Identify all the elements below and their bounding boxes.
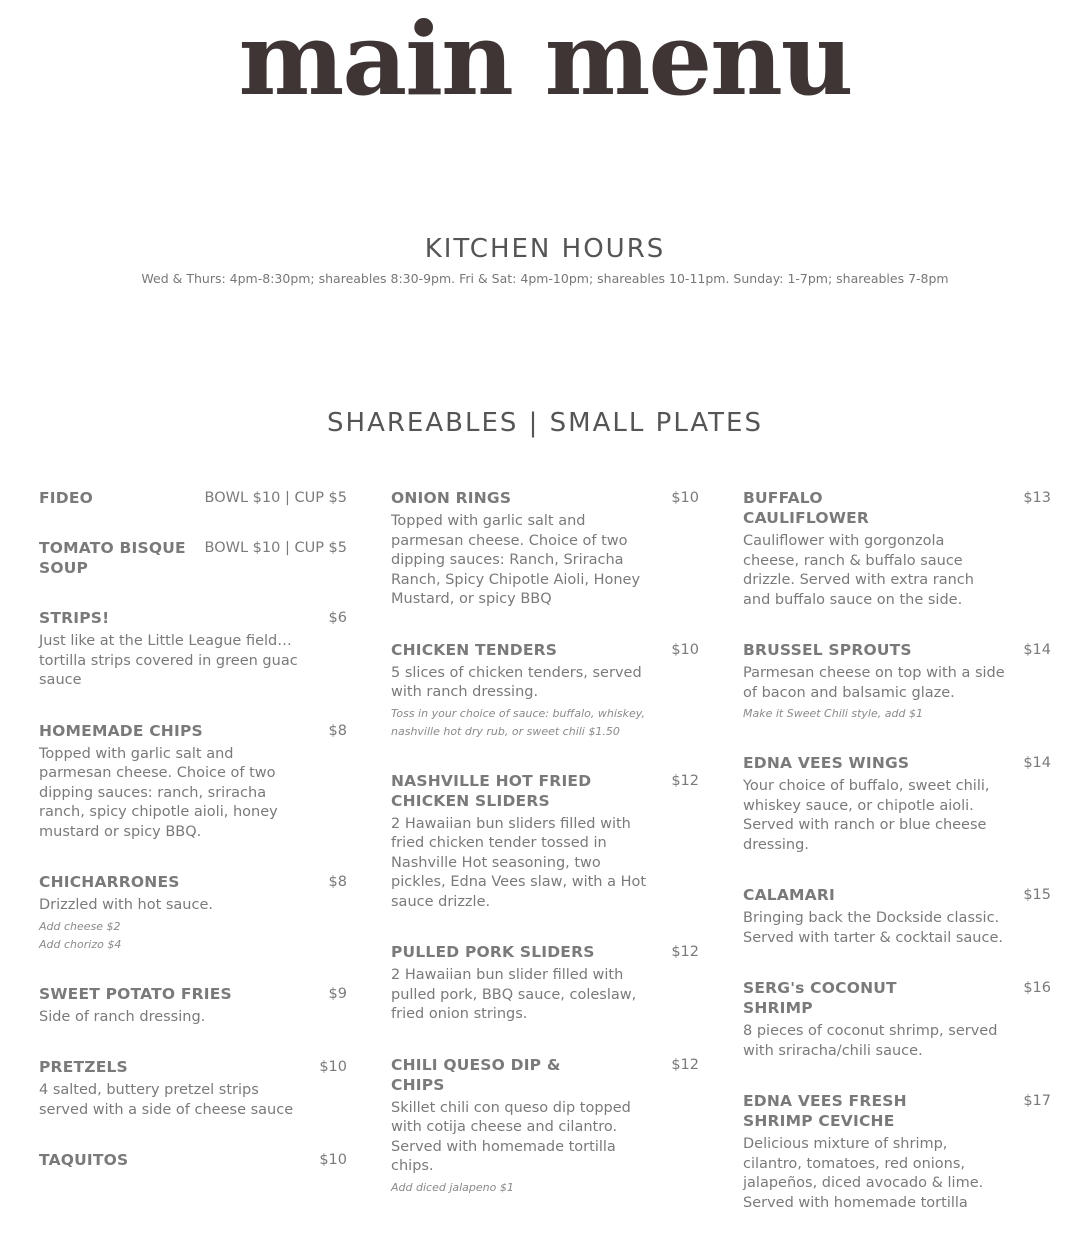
menu-item xyxy=(391,640,699,741)
menu-item xyxy=(743,978,1051,1061)
menu-item-description: Topped with garlic salt and parmesan cheese. Choice of two dipping sauces: ranch, sriracha ranch, spicy chipotle aioli, honey mustard or spicy BBQ. xyxy=(39,745,278,840)
menu-item-price: $6 xyxy=(328,610,347,626)
menu-item-description: Parmesan cheese on top with a side of bacon and balsamic glaze. xyxy=(743,665,1005,701)
menu-item xyxy=(39,1057,347,1120)
menu-item-addon-note: Add chorizo $4 xyxy=(39,937,122,951)
menu-item-name: NASHVILLE HOT FRIED CHICKEN SLIDERS xyxy=(391,771,592,810)
menu-item xyxy=(743,640,1051,723)
menu-item xyxy=(391,942,699,1025)
menu-item-name: CHICKEN TENDERS xyxy=(391,640,558,659)
menu-item-name: TOMATO BISQUE SOUP xyxy=(39,539,186,577)
menu-item-header xyxy=(39,1150,347,1170)
menu-column-1 xyxy=(39,488,347,1200)
menu-item-name: EDNA VEES WINGS xyxy=(743,754,910,772)
menu-item-description: 8 pieces of coconut shrimp, served with sriracha/chili sauce. xyxy=(743,1023,998,1059)
menu-item-addon-note: Toss in your choice of sauce: buffalo, whiskey, nashville hot dry rub, or sweet chili $1.50 xyxy=(391,706,645,738)
menu-item-addon-note: Add diced jalapeno $1 xyxy=(391,1180,514,1194)
menu-item-description: Bringing back the Dockside classic. Served with tarter & cocktail sauce. xyxy=(743,910,1003,946)
menu-item-description: 2 Hawaiian bun slider filled with pulled pork, BBQ sauce, coleslaw, fried onion strings. xyxy=(391,967,637,1022)
menu-item-price: $14 xyxy=(1023,642,1051,658)
menu-item-name: EDNA VEES FRESH SHRIMP CEVICHE xyxy=(743,1092,907,1130)
menu-item-price: BOWL $10 | CUP $5 xyxy=(204,540,347,556)
menu-item-price: $17 xyxy=(1023,1093,1051,1109)
menu-item-description: Side of ranch dressing. xyxy=(39,1008,206,1025)
menu-item-header xyxy=(39,1057,347,1077)
menu-item-price: $8 xyxy=(328,722,347,739)
menu-item xyxy=(39,488,347,508)
menu-item-header xyxy=(39,984,347,1004)
menu-item-description: Just like at the Little League field…tortilla strips covered in green guac sauce xyxy=(39,633,298,688)
menu-item-name: PRETZELS xyxy=(39,1058,128,1076)
menu-item xyxy=(39,872,347,954)
menu-item xyxy=(743,488,1051,610)
menu-item-price: $14 xyxy=(1023,755,1051,771)
menu-item-name: SERG's COCONUT SHRIMP xyxy=(743,979,897,1017)
menu-item-description: Topped with garlic salt and parmesan cheese. Choice of two dipping sauces: Ranch, Sriracha Ranch, Spicy Chipotle Aioli, Honey Mustard, or spicy BBQ xyxy=(391,513,641,607)
menu-item-header xyxy=(743,1091,1051,1131)
menu-item-price: $12 xyxy=(671,772,699,789)
menu-item-price: BOWL $10 | CUP $5 xyxy=(204,490,347,506)
menu-item xyxy=(39,538,347,578)
menu-item xyxy=(743,753,1051,855)
menu-item-addon-note: Make it Sweet Chili style, add $1 xyxy=(743,707,923,720)
menu-item-name: STRIPS! xyxy=(39,609,110,627)
menu-item-header xyxy=(391,488,699,508)
menu-item-name: SWEET POTATO FRIES xyxy=(39,984,232,1003)
menu-item xyxy=(743,1091,1051,1213)
menu-item-header xyxy=(39,872,347,892)
menu-item xyxy=(391,771,699,913)
menu-item xyxy=(39,984,347,1028)
menu-column-3 xyxy=(743,488,1051,1243)
menu-item-description: 4 salted, buttery pretzel strips served with a side of cheese sauce xyxy=(39,1082,294,1118)
menu-item-description: Your choice of buffalo, sweet chili, whiskey sauce, or chipotle aioli. Served with ranch or blue cheese dressing. xyxy=(743,778,990,853)
menu-item-price: $8 xyxy=(328,874,347,890)
menu-item-header xyxy=(39,538,347,578)
menu-item-header xyxy=(391,771,699,811)
kitchen-hours-text: Wed & Thurs: 4pm-8:30pm; shareables 8:30-9pm. Fri & Sat: 4pm-10pm; shareables 10-11pm. Sunday: 1-7pm; shareables 7-8pm xyxy=(141,271,949,286)
menu-item-price: $16 xyxy=(1023,980,1051,996)
menu-item-name: BRUSSEL SPROUTS xyxy=(743,641,912,659)
menu-item xyxy=(391,488,699,610)
menu-item xyxy=(39,1150,347,1170)
menu-item-name: CALAMARI xyxy=(743,886,835,904)
menu-item-description: Delicious mixture of shrimp, cilantro, tomatoes, red onions, jalapeños, diced avocado & lime. Served with homemade tortilla xyxy=(743,1136,984,1211)
menu-item-name: FIDEO xyxy=(39,489,93,507)
menu-item-name: HOMEMADE CHIPS xyxy=(39,721,203,740)
menu-item-description: 2 Hawaiian bun sliders filled with fried chicken tender tossed in Nashville Hot seasoning, two pickles, Edna Vees slaw, with a Hot sauce drizzle. xyxy=(391,815,647,910)
menu-item-description: 5 slices of chicken tenders, served with ranch dressing. xyxy=(391,664,642,700)
menu-item-header xyxy=(743,885,1051,905)
menu-item-addon-note: Add cheese $2 xyxy=(39,919,121,933)
menu-item-price: $10 xyxy=(671,490,699,506)
main-menu-logo: main menu xyxy=(238,0,852,118)
menu-item-header xyxy=(391,942,699,962)
menu-item-name: ONION RINGS xyxy=(391,489,512,507)
menu-item-price: $10 xyxy=(671,641,699,658)
menu-item xyxy=(391,1055,699,1197)
menu-item xyxy=(39,721,347,843)
menu-item-header xyxy=(39,608,347,628)
menu-item-description: Drizzled with hot sauce. xyxy=(39,897,213,913)
menu-item-header xyxy=(39,488,347,508)
menu-item-price: $10 xyxy=(319,1152,347,1168)
menu-item-name: PULLED PORK SLIDERS xyxy=(391,943,595,961)
menu-item-price: $12 xyxy=(671,944,699,960)
menu-item-price: $9 xyxy=(328,985,347,1002)
menu-column-2 xyxy=(391,488,699,1227)
menu-item-header xyxy=(743,488,1051,528)
menu-item-name: CHILI QUESO DIP & CHIPS xyxy=(391,1055,561,1094)
menu-item-name: CHICHARRONES xyxy=(39,873,180,891)
menu-item xyxy=(39,608,347,691)
menu-item-name: BUFFALO CAULIFLOWER xyxy=(743,489,870,527)
menu-item xyxy=(743,885,1051,948)
menu-item-price: $15 xyxy=(1023,887,1051,903)
menu-item-header xyxy=(391,1055,699,1095)
menu-item-description: Skillet chili con queso dip topped with cotija cheese and cilantro. Served with homemade tortilla chips. xyxy=(391,1099,631,1174)
menu-item-header xyxy=(391,640,699,660)
menu-item-price: $12 xyxy=(671,1056,699,1073)
menu-item-header xyxy=(743,978,1051,1018)
menu-item-header xyxy=(39,721,347,741)
menu-item-price: $13 xyxy=(1023,490,1051,506)
menu-item-header xyxy=(743,753,1051,773)
section-title: SHAREABLES | SMALL PLATES xyxy=(327,408,763,438)
menu-item-description: Cauliflower with gorgonzola cheese, ranch & buffalo sauce drizzle. Served with extra ranch and buffalo sauce on the side. xyxy=(743,533,974,608)
menu-item-name: TAQUITOS xyxy=(39,1151,129,1169)
menu-item-price: $10 xyxy=(319,1059,347,1075)
kitchen-hours-title: KITCHEN HOURS xyxy=(424,234,666,264)
menu-item-header xyxy=(743,640,1051,660)
